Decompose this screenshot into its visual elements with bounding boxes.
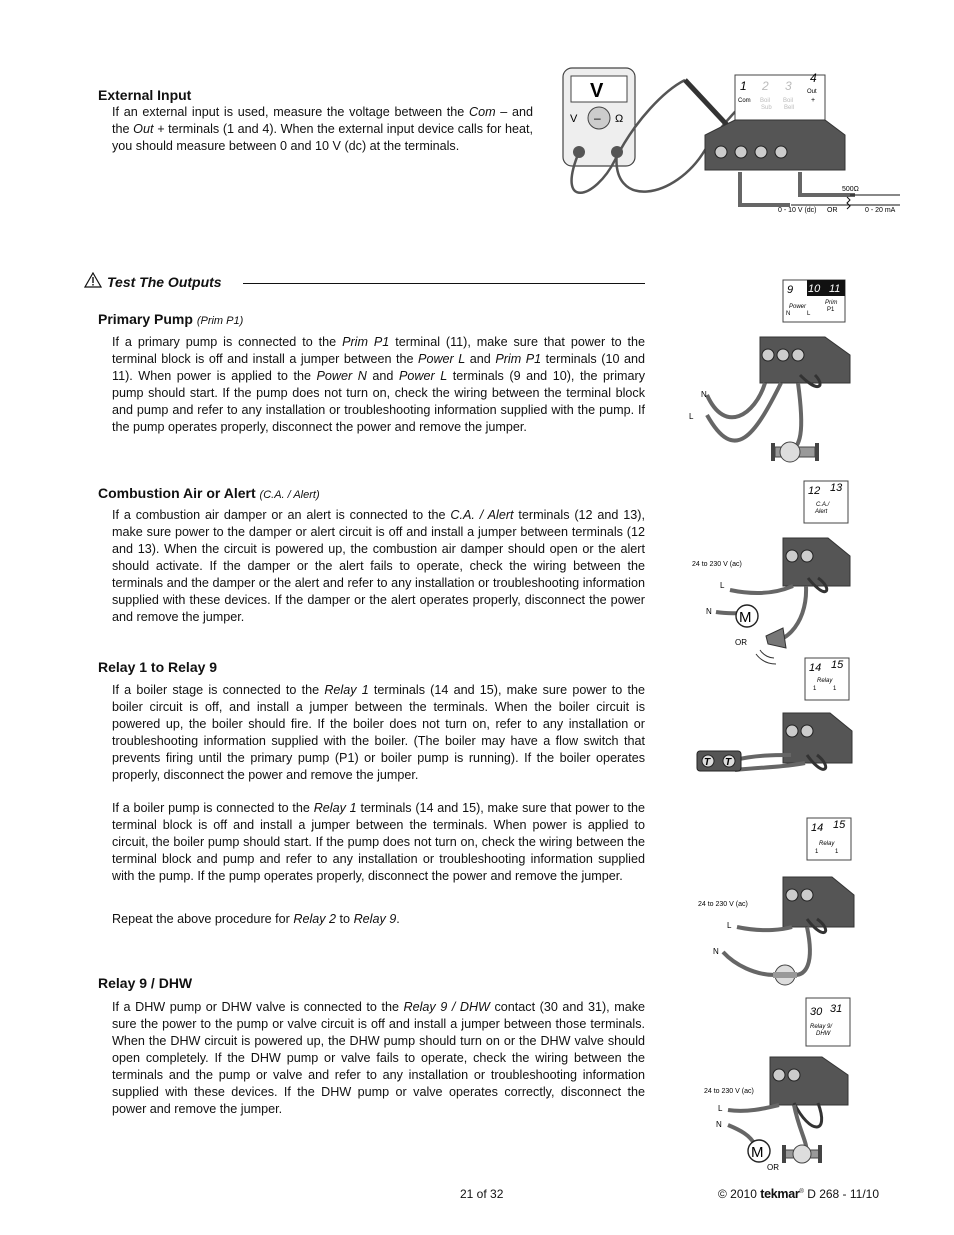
- term-boil-2: Boil: [783, 98, 794, 104]
- relay-boiler-diagram: [695, 655, 865, 785]
- tt-2: T: [725, 757, 732, 768]
- external-input-text: If an external input is used, measure the voltage between the Com – and the Out + terminals (1 and 4). When the external input device calls for heat, you should measure between 0 and 10 V (dc) at the terminals.: [112, 105, 533, 153]
- relay-n-label: N: [713, 947, 719, 956]
- primary-pump-heading: Primary Pump (Prim P1): [98, 311, 244, 327]
- dhw-or-label: OR: [767, 1163, 779, 1172]
- meter-display-v: V: [590, 80, 604, 102]
- tekmar-logo: tekmar: [760, 1187, 800, 1201]
- heading-rule: [243, 283, 645, 284]
- test-outputs-heading: Test The Outputs: [107, 274, 222, 290]
- ca-l-label: L: [720, 581, 725, 590]
- relay-dhw-heading: Relay 9 / DHW: [98, 975, 193, 991]
- term-13: 13: [830, 482, 843, 494]
- relay-l-label: L: [727, 921, 732, 930]
- ca-label: C.A./: [816, 502, 830, 508]
- combustion-air-text: If a combustion air damper or an alert is connected to the C.A. / Alert terminals (12 and 13), make sure power to the damper or alert circuit is off and install a jumper between terminals (12 and 13). When the circuit is powered up, the combustion air damper should open or the alert should activate. If the damper or the alert fails to operate, check the wiring between the terminals and the damper or the alert and refer to any installation or troubleshooting information supplied with these devices. If the damper or the alert operates properly, disconnect the power and remove the jumper.: [112, 508, 646, 624]
- term-com-label: Com: [738, 98, 751, 104]
- term-boil-1: Boil: [760, 98, 771, 104]
- dhw-voltage-label: 24 to 230 V (ac): [704, 1088, 754, 1095]
- relay-boiler-text: If a boiler stage is connected to the Relay 1 terminals (14 and 15), make sure power to the boiler circuit is off, and install a jumper between the terminals. When the boiler circuit is powered up, the boiler should fire. If the boiler does not turn on, refer to any installation or troubleshooting information supplied with the boiler. (The boiler may have a flow switch that prevents firing until the primary pump (P1) or boiler pump is running). If the boiler operates properly, disconnect the power and remove the jumper.: [112, 683, 645, 782]
- power-l: L: [807, 311, 811, 317]
- external-input-heading: External Input: [98, 87, 192, 103]
- relay-1b: 1: [833, 686, 837, 692]
- alert-label: Alert: [815, 509, 828, 515]
- ca-n-label: N: [706, 607, 712, 616]
- registered-mark: ®: [799, 1189, 804, 1195]
- relay-1-9-heading: Relay 1 to Relay 9: [98, 659, 218, 675]
- dhw-relay-label: Relay 9/: [810, 1024, 833, 1030]
- meter-v-label: V: [570, 113, 578, 125]
- motor-m-label: M: [739, 609, 752, 626]
- primary-pump-diagram: [685, 275, 865, 475]
- pump-icon: [771, 442, 819, 462]
- thermostat-terminals: [697, 751, 741, 771]
- dhw-n-label: N: [716, 1120, 722, 1129]
- power-label: Power: [789, 304, 807, 310]
- term-3: 3: [785, 79, 792, 93]
- relay-repeat-text: Repeat the above procedure for Relay 2 to Relay 9.: [112, 912, 400, 926]
- prim-label: Prim: [825, 300, 838, 306]
- wire-n-label: N: [701, 390, 707, 399]
- external-input-diagram: [555, 60, 905, 225]
- pump-icon-relay: [773, 965, 797, 985]
- or-label: OR: [827, 207, 838, 214]
- term-9: 9: [787, 284, 794, 296]
- page-number: 21 of 32: [460, 1187, 504, 1201]
- term-sub-2: Bell: [784, 105, 795, 111]
- term-12: 12: [808, 485, 821, 497]
- term-sub-1: Sub: [761, 105, 772, 111]
- voltmeter: [563, 68, 635, 166]
- term-30: 30: [810, 1006, 823, 1018]
- term-2: 2: [762, 79, 769, 93]
- relay-pump-diagram: [695, 815, 865, 995]
- term-4: 4: [810, 71, 817, 85]
- relay-1b-b: 1: [835, 849, 839, 855]
- relay-voltage-label: 24 to 230 V (ac): [698, 901, 748, 908]
- term-10: 10: [808, 283, 821, 295]
- dhw-diagram: [700, 995, 870, 1175]
- footer-copyright: © 2010 tekmar® D 268 - 11/10: [718, 1187, 880, 1201]
- dhw-l-label: L: [718, 1104, 723, 1113]
- meter-ohm-label: Ω: [615, 113, 624, 125]
- relay-1a: 1: [813, 686, 817, 692]
- term-15: 15: [831, 659, 844, 671]
- combustion-air-heading: Combustion Air or Alert (C.A. / Alert): [98, 485, 320, 501]
- tt-1: T: [704, 757, 711, 768]
- dhw-label: DHW: [816, 1031, 831, 1037]
- term-31: 31: [830, 1003, 843, 1015]
- term-11: 11: [829, 283, 841, 295]
- wire-l-label: L: [689, 412, 694, 421]
- term-1: 1: [740, 79, 747, 93]
- relay-pump-text: If a boiler pump is connected to the Relay 1 terminals (14 and 15), make sure that power to the terminal block is off and install a jumper between the terminals. When power is applied to circuit, the boiler pump should start. If the pump does not turn on, check the wiring between the terminal block and pump and refer to any installation or troubleshooting information supplied with the pump. If the pump operates properly, disconnect the power and remove the jumper.: [112, 801, 646, 883]
- resistor-label: 500Ω: [842, 186, 859, 193]
- meter-minus-label: –: [594, 111, 601, 125]
- term-plus-label: +: [811, 97, 816, 104]
- primary-pump-text: If a primary pump is connected to the Prim P1 terminal (11), make sure that power to the terminal block is off and install a jumper between the Power L and Prim P1 terminals (10 and 11). When power is applied to the Power N and Power L terminals (9 and 10), the primary pump should start. If the pump does not turn on, check the wiring between the terminal block and pump and refer to any installation or troubleshooting information supplied with the pump. If the pump operates properly, disconnect the power and remove the jumper.: [112, 335, 645, 434]
- dhw-motor-m: M: [751, 1144, 764, 1161]
- warning-icon: [84, 272, 102, 293]
- term-14-b: 14: [811, 822, 824, 834]
- p1-label: P1: [827, 307, 835, 313]
- ma-range-label: 0 - 20 mA: [865, 207, 896, 214]
- ca-or-label: OR: [735, 638, 747, 647]
- volt-range-label: 0 - 10 V (dc): [778, 207, 817, 214]
- term-out-label: Out: [807, 89, 817, 95]
- ca-voltage-label: 24 to 230 V (ac): [692, 561, 742, 568]
- term-15-b: 15: [833, 819, 846, 831]
- relay-1a-b: 1: [815, 849, 819, 855]
- term-14: 14: [809, 662, 822, 674]
- power-n: N: [786, 311, 791, 317]
- pump-icon-dhw: [782, 1145, 822, 1163]
- relay-label: Relay: [817, 678, 833, 684]
- relay-label-b: Relay: [819, 841, 835, 847]
- relay-dhw-text: If a DHW pump or DHW valve is connected to the Relay 9 / DHW contact (30 and 31), make sure the power to the pump or valve circuit is off and install a jumper between those terminals. When the DHW circuit is powered up, the DHW pump should turn on or the DHW valve should open completely. If the DHW pump or valve fails to operate, check the wiring between the terminals and the pump or valve and refer to any installation or troubleshooting information supplied with these devices. If the DHW pump or valve operates correctly, disconnect the power and remove the jumper.: [112, 1000, 645, 1116]
- combustion-air-diagram: [688, 478, 868, 668]
